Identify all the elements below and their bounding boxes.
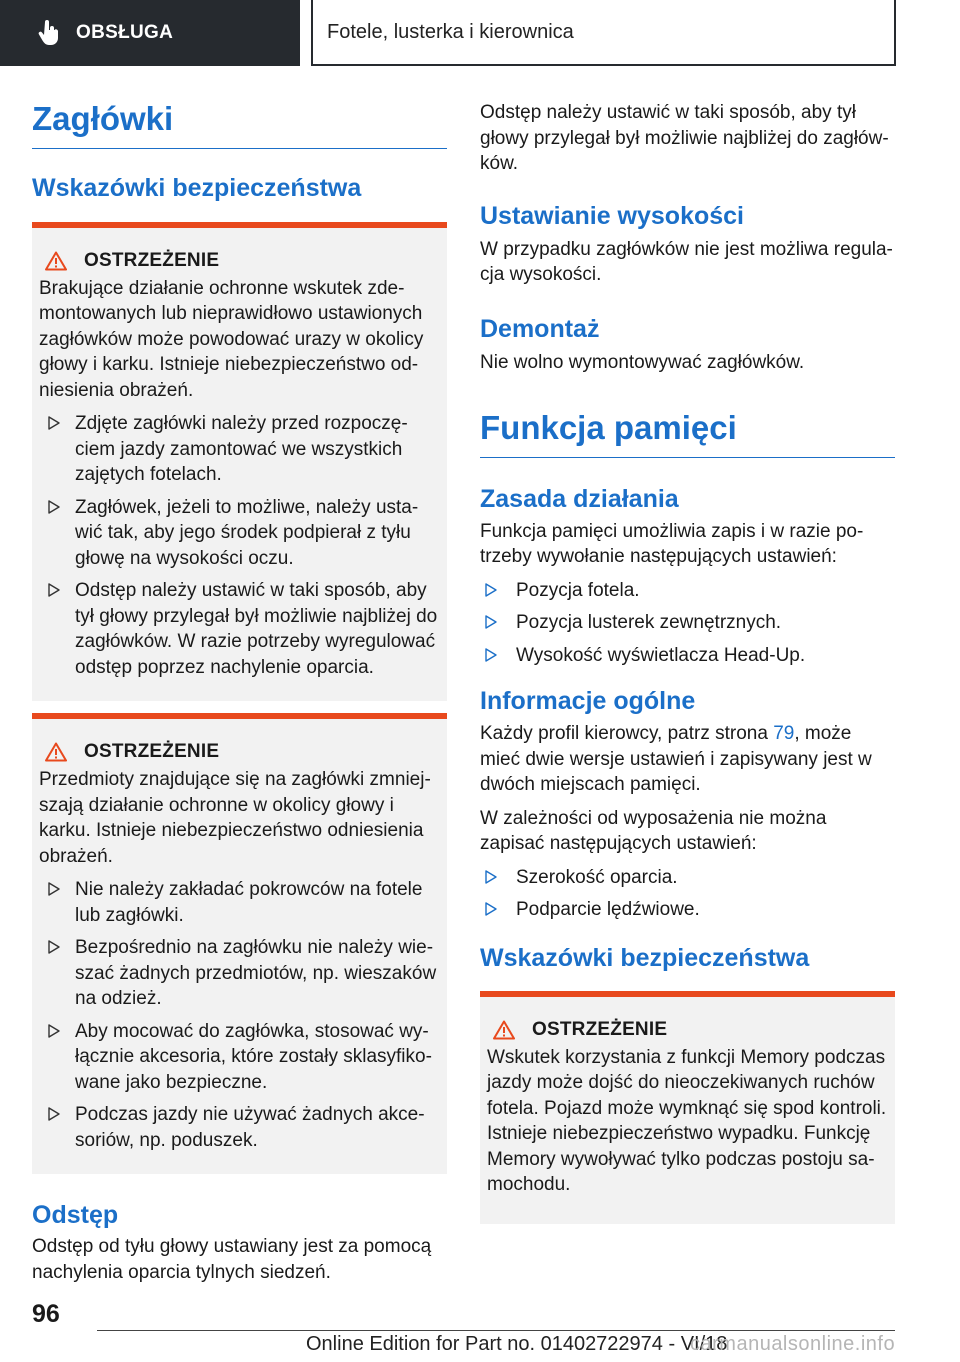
triangle-bullet-icon [47, 1024, 61, 1038]
memory-title: Funkcja pamięci [480, 409, 895, 458]
warning-triangle-icon [493, 1020, 515, 1040]
left-column [32, 100, 447, 1285]
list-item: Nie należy zakładać pokrowców na fotele lub zagłówki. [39, 877, 439, 928]
triangle-bullet-icon [484, 583, 498, 597]
triangle-bullet-icon [47, 500, 61, 514]
page-link[interactable]: 79 [773, 723, 795, 745]
principle-list [480, 578, 895, 669]
equipment-list [480, 865, 895, 923]
page-title: Zagłówki [32, 100, 447, 149]
watermark: carmanualsonline.info [690, 1333, 896, 1355]
footer-edition: Online Edition for Part no. 01402722974 - VI/18 [306, 1333, 728, 1355]
warning-label: OSTRZEŻENIE [84, 249, 220, 271]
page-number: 96 [32, 1300, 60, 1328]
page-header [0, 0, 960, 66]
triangle-bullet-icon [47, 882, 61, 896]
list-item: Aby mocować do zagłówka, stosować wy-łącznie akcesoria, które zostały sklasyfiko-wane jako bezpieczne. [39, 1019, 439, 1096]
warning-label: OSTRZEŻENIE [84, 741, 220, 763]
general-heading: Informacje ogólne [480, 687, 696, 716]
removal-text: Nie wolno wymontowywać zagłówków. [480, 351, 805, 373]
warning-label: OSTRZEŻENIE [532, 1018, 668, 1040]
triangle-bullet-icon [484, 870, 498, 884]
warning-triangle-icon [45, 251, 67, 271]
general-text: Każdy profil kierowcy, patrz strona 79, może mieć dwie wersje ustawień i zapisywany jest w dwóch miejscach pamięci. [480, 723, 872, 796]
list-item: Podparcie lędźwiowe. [480, 897, 895, 923]
list-item: Wysokość wyświetlacza Head-Up. [480, 643, 895, 669]
triangle-bullet-icon [484, 615, 498, 629]
warning-text: Brakujące działanie ochronne wskutek zde-montowanych lub nieprawidłowo ustawionych zagłówków może powodować urazy w okolicy głowy i karku. Istnieje niebezpieczeństwo od-niesienia obrażeń. [39, 277, 424, 401]
intro-text: Odstęp należy ustawić w taki sposób, aby tył głowy przylegał był możliwie najbliżej do zagłów-ków. [480, 102, 889, 174]
triangle-bullet-icon [47, 940, 61, 954]
list-item: Pozycja fotela. [480, 578, 895, 604]
warning-box-2 [32, 713, 447, 1174]
triangle-bullet-icon [47, 416, 61, 430]
equipment-text: W zależności od wyposażenia nie można zapisać następujących ustawień: [480, 807, 827, 855]
footer-divider [97, 1330, 895, 1331]
triangle-bullet-icon [47, 1107, 61, 1121]
list-item: Bezpośrednio na zagłówku nie należy wie-szać żadnych przedmiotów, np. wieszaków na odzież. [39, 935, 439, 1012]
list-item: Odstęp należy ustawić w taki sposób, aby tył głowy przylegał był możliwie najbliżej do zagłówków. W razie potrzeby wyregulować odstęp poprzez nachylenie oparcia. [39, 578, 439, 680]
principle-heading: Zasada działania [480, 484, 679, 513]
distance-heading: Odstęp [32, 1201, 119, 1230]
triangle-bullet-icon [484, 648, 498, 662]
hand-pointer-icon [38, 20, 60, 46]
warning-text: Przedmioty znajdujące się na zagłówki zmniej-szają działanie ochronne w okolicy głowy i karku. Istnieje niebezpieczeństwo odniesienia obrażeń. [39, 769, 431, 867]
warning-triangle-icon [45, 742, 67, 762]
section-label: OBSŁUGA [76, 22, 174, 43]
safety-heading-left: Wskazówki bezpieczeństwa [32, 173, 362, 202]
triangle-bullet-icon [484, 902, 498, 916]
right-column [480, 100, 895, 1224]
warning-list [39, 411, 439, 680]
chapter-tab [311, 0, 896, 66]
safety-heading-right: Wskazówki bezpieczeństwa [480, 943, 810, 972]
height-heading: Ustawianie wysokości [480, 201, 745, 230]
chapter-label: Fotele, lusterka i kierownica [327, 20, 574, 43]
warning-header [487, 1019, 887, 1041]
list-item: Szerokość oparcia. [480, 865, 895, 891]
principle-text: Funkcja pamięci umożliwia zapis i w razie po-trzeby wywołanie następujących ustawień: [480, 520, 864, 568]
warning-header [39, 741, 439, 763]
warning-text: Wskutek korzystania z funkcji Memory podczas jazdy może dojść do nieoczekiwanych ruchów fotela. Pojazd może wymknąć się spod kontroli. Istnieje niebezpieczeństwo wypadku. Funkcję Memory wywoływać tylko podczas postoju sa-mochodu. [487, 1046, 887, 1196]
warning-box-1 [32, 222, 447, 702]
list-item: Zdjęte zagłówki należy przed rozpoczę-ciem jazdy zamontować we wszystkich zajętych fotelach. [39, 411, 439, 488]
height-text: W przypadku zagłówków nie jest możliwa regula-cja wysokości. [480, 238, 893, 285]
list-item: Zagłówek, jeżeli to możliwe, należy usta-wić tak, aby jego środek podpierał z tyłu głowę na wysokości oczu. [39, 495, 439, 572]
triangle-bullet-icon [47, 583, 61, 597]
list-item: Pozycja lusterek zewnętrznych. [480, 610, 895, 636]
warning-box-3 [480, 991, 895, 1224]
distance-text: Odstęp od tyłu głowy ustawiany jest za pomocą nachylenia oparcia tylnych siedzeń. [32, 1236, 432, 1283]
warning-header [39, 250, 439, 272]
warning-list [39, 877, 439, 1153]
removal-heading: Demontaż [480, 314, 600, 343]
list-item: Podczas jazdy nie używać żadnych akce-soriów, np. poduszek. [39, 1102, 439, 1153]
section-tab [0, 0, 300, 66]
